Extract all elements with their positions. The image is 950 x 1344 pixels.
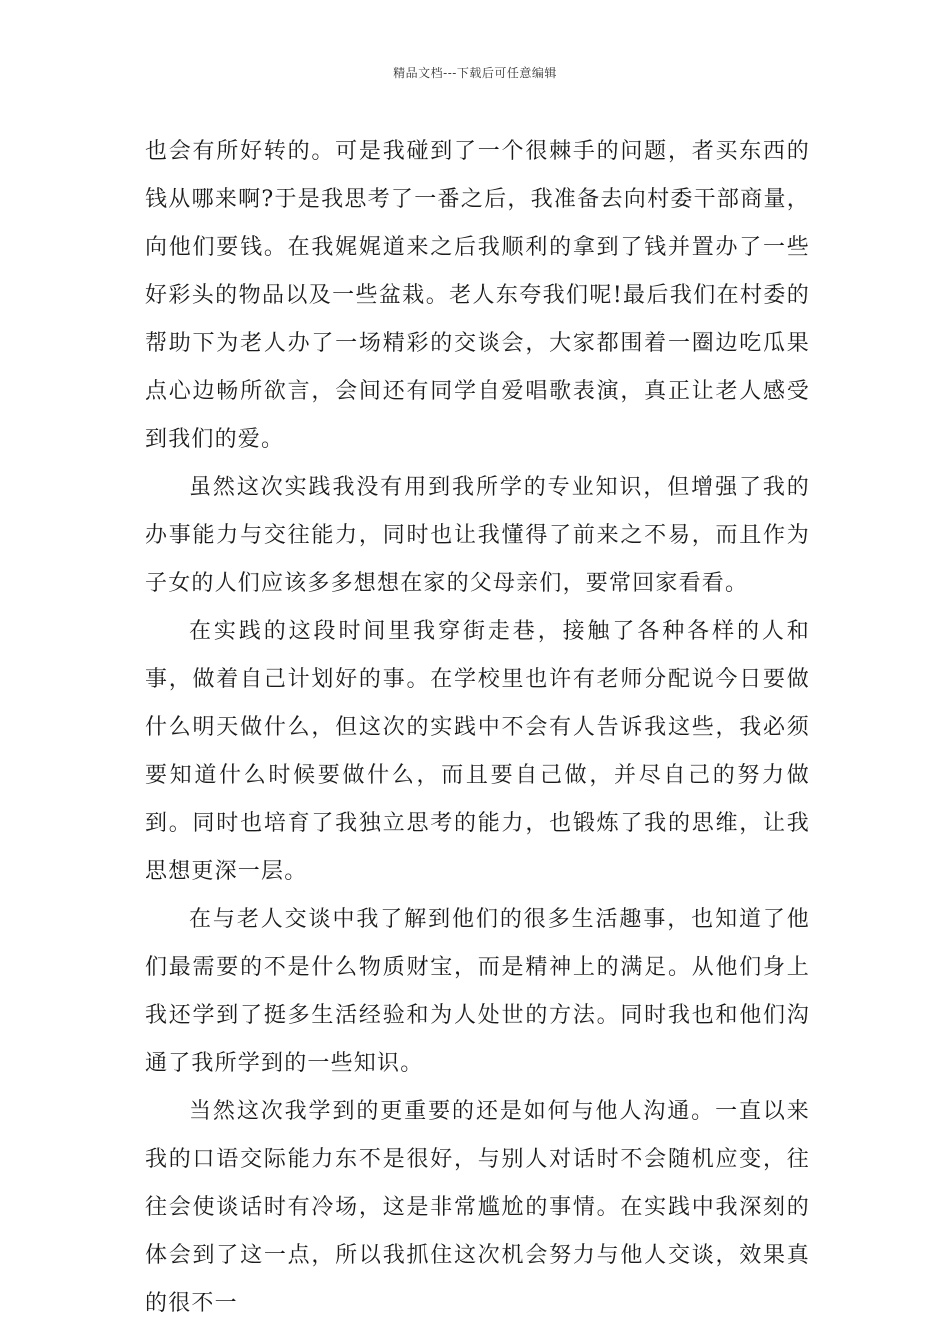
paragraph-continuation: 也会有所好转的。可是我碰到了一个很棘手的问题，者买东西的钱从哪来啊?于是我思考了一番之后，我准备去向村委干部商量，向他们要钱。在我娓娓道来之后我顺利的拿到了钱并置办了一些好彩头的物品以及一些盆栽。老人东夸我们呢!最后我们在村委的帮助下为老人办了一场精彩的交谈会，大家都围着一圈边吃瓜果点心边畅所欲言，会间还有同学自爱唱歌表演，真正让老人感受到我们的爱。 <box>145 139 810 452</box>
paragraph: 在与老人交谈中我了解到他们的很多生活趣事，也知道了他们最需要的不是什么物质财宝，而是精神上的满足。从他们身上我还学到了挺多生活经验和为人处世的方法。同时我也和他们沟通了我所学到的一些知识。 <box>145 907 810 1076</box>
paragraph: 当然这次我学到的更重要的还是如何与他人沟通。一直以来我的口语交际能力东不是很好，与别人对话时不会随机应变，往往会使谈话时有冷场，这是非常尴尬的事情。在实践中我深刻的体会到了这一点，所以我抓住这次机会努力与他人交谈，效果真的很不一 <box>145 1099 810 1316</box>
paragraph: 虽然这次实践我没有用到我所学的专业知识，但增强了我的办事能力与交往能力，同时也让我懂得了前来之不易，而且作为子女的人们应该多多想想在家的父母亲们，要常回家看看。 <box>145 475 810 596</box>
document-body <box>145 128 810 1328</box>
page-header: 精品文档---下载后可任意编辑 <box>393 66 557 80</box>
paragraph: 在实践的这段时间里我穿街走巷，接触了各种各样的人和事，做着自己计划好的事。在学校里也许有老师分配说今日要做什么明天做什么，但这次的实践中不会有人告诉我这些，我必须要知道什么时候要做什么，而且要自己做，并尽自己的努力做到。同时也培育了我独立思考的能力，也锻炼了我的思维，让我思想更深一层。 <box>145 619 810 884</box>
